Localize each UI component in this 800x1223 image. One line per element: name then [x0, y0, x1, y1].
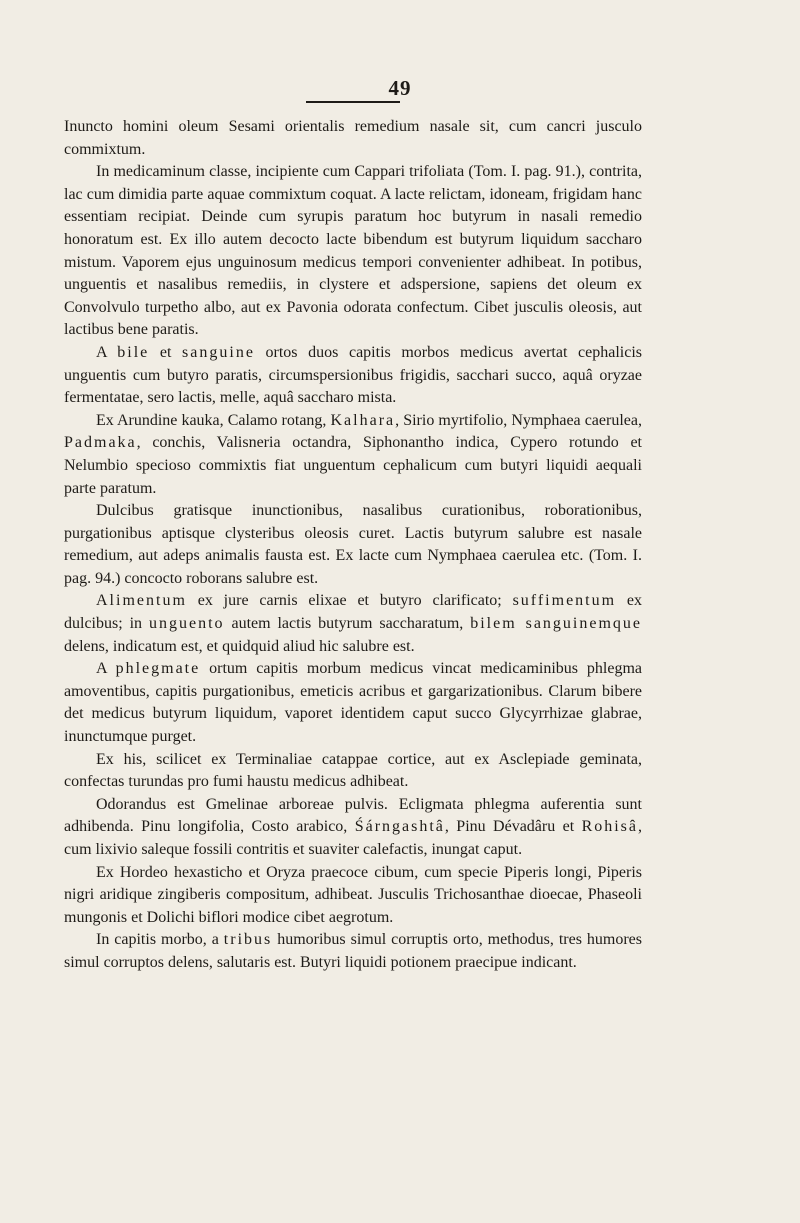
- paragraph: [64, 590, 642, 658]
- paragraph: [64, 410, 642, 500]
- text-run: Ex his, scilicet ex Terminaliae catappae cortice, aut ex Asclepiade geminata, confectas turundas pro fumi haustu medicus adhibeat.: [64, 750, 642, 791]
- paragraph: [64, 161, 642, 342]
- spaced-term: suffimentum: [512, 592, 617, 610]
- text-run: ex jure carnis elixae et butyro clarificato;: [186, 592, 513, 610]
- spaced-term: Śárngashtâ: [354, 818, 445, 836]
- text-run: , cum lixivio saleque fossili contritis et suaviter calefactis, inungat caput.: [64, 818, 643, 858]
- paragraph: [64, 929, 642, 974]
- spaced-term: unguento: [148, 615, 225, 633]
- text-run: Odorandus est Gmelinae arboreae pulvis. Ecligmata phlegma auferentia sunt adhibenda. Pinu longifolia, Costo arabico,: [64, 795, 642, 836]
- paragraph: [64, 862, 642, 930]
- text-run: ortos duos capitis morbos medicus avertat cephalicis unguentis cum butyro paratis, circumspersionibus frigidis, sacchari succo, aquâ oryzae fermentatae, sero lactis, melle, aquâ saccharo mista.: [64, 343, 642, 407]
- spaced-term: phlegmate: [115, 660, 201, 678]
- text-run: , conchis, Valisneria octandra, Siphonantho indica, Cypero rotundo et Nelumbio specioso commixtis fiat unguentum cephalicum cum butyri liquidi aequali parte paratum.: [64, 434, 642, 497]
- text-run: ortum capitis morbum medicus vincat medicaminibus phlegma amoventibus, capitis purgationibus, emeticis acribus et gargarizationibus. Clarum bibere det medicus butyrum liquidum, vaporet identidem caput succo Glycyrrhizae glabrae, inunctumque purget.: [64, 660, 643, 746]
- spaced-term: Padmaka: [64, 434, 137, 452]
- text-run: , Pinu Dévadâru et: [444, 818, 582, 836]
- text-run: autem lactis butyrum saccharatum,: [224, 615, 471, 633]
- paragraph: [64, 342, 642, 410]
- paragraph: [64, 794, 642, 862]
- text-run: A: [96, 343, 118, 361]
- spaced-term: Alimentum: [96, 592, 187, 610]
- spaced-term: sanguine: [182, 343, 255, 361]
- spaced-term: Kalhara: [330, 411, 396, 429]
- spaced-term: bile: [117, 343, 150, 361]
- paragraph: [64, 658, 642, 748]
- text-run: Inuncto homini oleum Sesami orientalis remedium nasale sit, cum cancri jusculo commixtum.: [64, 118, 642, 158]
- text-run: et: [149, 343, 183, 361]
- spaced-term: bilem sanguinemque: [470, 615, 643, 633]
- text-run: ex dulcibus; in: [64, 592, 643, 633]
- text-run: Dulcibus gratisque inunctionibus, nasalibus curationibus, roborationibus, purgationibus aptisque clysteribus oleosis curet. Lactis butyrum salubre est nasale remedium, aut adeps animalis fausta est. Ex lacte cum Nymphaea caerulea etc. (Tom. I. pag. 94.) concocto roborans salubre est.: [64, 502, 642, 587]
- text-run: , Sirio myrtifolio, Nymphaea caerulea,: [395, 411, 642, 429]
- body-text: [64, 116, 642, 975]
- text-run: delens, indicatum est, et quidquid aliud hic salubre est.: [64, 637, 415, 655]
- text-run: Ex Arundine kauka, Calamo rotang,: [96, 411, 331, 429]
- text-run: Ex Hordeo hexasticho et Oryza praecoce cibum, cum specie Piperis longi, Piperis nigri aridique zingiberis compositum, adhibeat. Jusculis Trichosanthae dioecae, Phaseoli mungonis et Dolichi biflori modice cibet aegrotum.: [64, 863, 642, 926]
- text-run: In capitis morbo, a: [96, 931, 224, 949]
- text-run: humoribus simul corruptis orto, methodus, tres humores simul corruptos delens, salutaris est. Butyri liquidi potionem praecipue indicant.: [64, 931, 643, 971]
- text-run: A: [96, 660, 116, 678]
- spaced-term: Rohisâ: [581, 818, 639, 836]
- page-number: 49: [388, 76, 412, 100]
- paragraph: [64, 500, 642, 590]
- spaced-term: tribus: [223, 931, 273, 949]
- text-run: In medicaminum classe, incipiente cum Cappari trifoliata (Tom. I. pag. 91.), contrita, lac cum dimidia parte aquae commixtum coquat. A lacte relictam, idoneam, frigidam hanc essentiam recipiat. Deinde cum syrupis paratum hoc butyrum in nasali remedio honoratum est. Ex illo autem decocto lacte bibendum est butyrum liquidum saccharo mistum. Vaporem ejus unguinosum medicus tempori convenienter adhibeat. In potibus, unguentis et nasalibus remediis, in clystere et adspersione, sapiens det oleum ex Convolvulo turpetho albo, aut ex Pavonia odorata confectum. Cibet jusculis oleosis, aut lactibus bene paratis.: [64, 163, 642, 339]
- header-rule: [306, 101, 400, 103]
- paragraph: [64, 116, 642, 161]
- paragraph: [64, 749, 642, 794]
